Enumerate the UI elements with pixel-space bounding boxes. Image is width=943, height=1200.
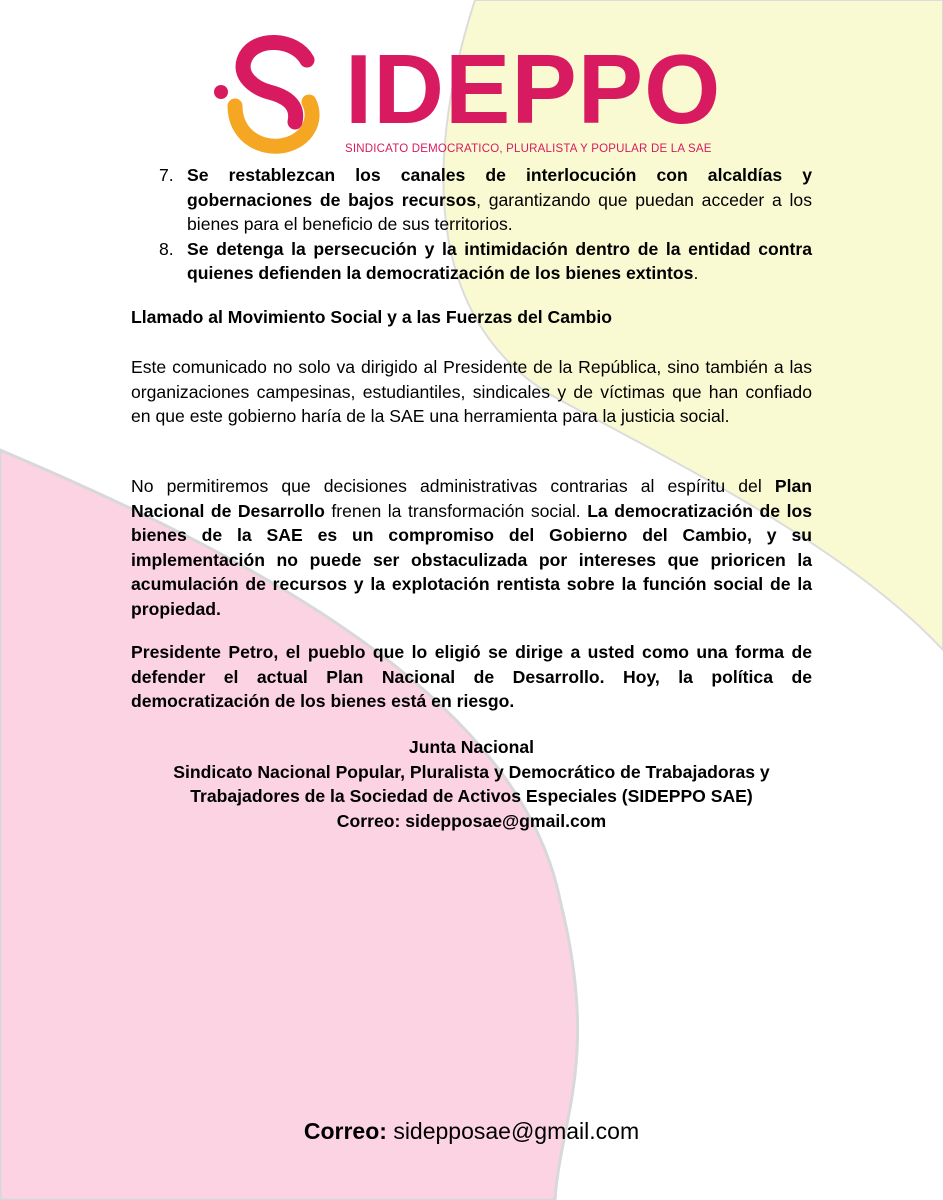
paragraph-2-bold-d: La democratización de los bienes de la SAE es un compromiso del Gobierno del Cambio, y su implementación no puede ser obstaculizada por intereses que prioricen la acumulación de recursos y la explotación rentista sobre la función social de la propiedad. [131, 500, 812, 619]
signature-line-4: Correo: sidepposae@gmail.com [336, 810, 607, 831]
paragraph-2 [131, 474, 812, 621]
footer-label: Correo: [303, 1118, 387, 1144]
demands-list [131, 163, 812, 286]
paragraph-2-bold-b: Plan Nacional de Desarrollo [131, 476, 812, 521]
sideppo-logo [205, 30, 745, 160]
list-item [131, 237, 812, 286]
paragraph-3: Presidente Petro, el pueblo que lo eligió se dirige a usted como una forma de defender el actual Plan Nacional de Desarrollo. Hoy, la política de democratización de los bienes está en riesgo. [131, 642, 812, 711]
signature-block [131, 735, 812, 833]
signature-line-2: Sindicato Nacional Popular, Pluralista y Democrático de Trabajadoras y [173, 761, 770, 782]
footer-email: sidepposae@gmail.com [393, 1118, 640, 1144]
paragraph-2-text-a: No permitiremos que decisiones administrativas contrarias al espíritu del [131, 476, 775, 496]
list-item-number: 7. [159, 165, 174, 185]
logo-s-mark-icon [205, 30, 345, 160]
logo-subtitle: SINDICATO DEMOCRATICO, PLURALISTA Y POPULAR DE LA SAE [345, 143, 712, 155]
section-heading: Llamado al Movimiento Social y a las Fuerzas del Cambio [131, 307, 613, 327]
paragraph-2-text-c: frenen la transformación social. [324, 500, 588, 521]
footer-contact [0, 1118, 943, 1145]
list-item [131, 163, 812, 237]
paragraph-1: Este comunicado no solo va dirigido al Presidente de la República, sino también a las organizaciones campesinas, estudiantiles, sindicales y de víctimas que han confiado en que este gobierno haría de la SAE una herramienta para la justicia social. [131, 357, 812, 426]
signature-line-1: Junta Nacional [408, 737, 535, 757]
list-item-number: 8. [159, 238, 174, 259]
signature-line-3: Trabajadores de la Sociedad de Activos Especiales (SIDEPPO SAE) [190, 786, 753, 806]
list-item-bold-text: Se detenga la persecución y la intimidación dentro de la entidad contra quienes defienden la democratización de los bienes extintos [187, 238, 812, 283]
list-item-text: , garantizando que puedan acceder a los bienes para el beneficio de sus territorios. [187, 189, 812, 234]
list-item-text: . [693, 263, 699, 283]
list-item-bold-text: Se restablezcan los canales de interlocución con alcaldías y gobernaciones de bajos recursos [187, 165, 812, 210]
logo-wordmark: IDEPPO [345, 34, 722, 144]
